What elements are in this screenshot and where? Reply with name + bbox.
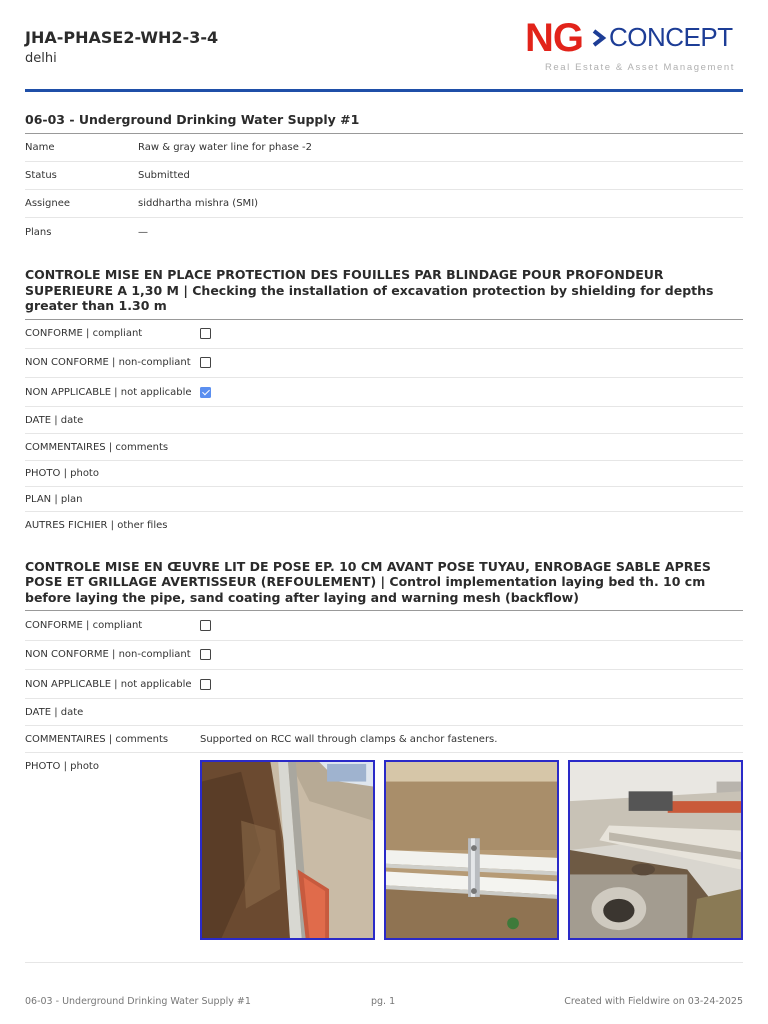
task-field-name (25, 134, 743, 162)
check-label: CONFORME | compliant (25, 328, 143, 340)
task-field-assignee (25, 190, 743, 218)
check-label: CONFORME | compliant (25, 620, 143, 632)
field-label: Assignee (25, 198, 71, 209)
field-label: Name (25, 142, 55, 153)
compliant-checkbox[interactable] (200, 620, 211, 631)
not-applicable-checkbox[interactable] (200, 387, 211, 398)
photo-gallery (200, 760, 743, 940)
project-title: JHA-PHASE2-WH2-3-4 (25, 28, 219, 47)
site-photo[interactable] (200, 760, 375, 940)
field-date (25, 407, 743, 434)
non-compliant-checkbox[interactable] (200, 649, 211, 660)
field-label: AUTRES FICHIER | other files (25, 519, 168, 531)
task-field-status (25, 162, 743, 190)
field-label: Status (25, 170, 57, 181)
page-footer (25, 996, 743, 1010)
task-title: 06-03 - Underground Drinking Water Supply #1 (25, 112, 743, 134)
check-item-compliant (25, 320, 743, 349)
field-label: DATE | date (25, 706, 84, 718)
pipes-photo-image (386, 762, 557, 938)
report-content (25, 112, 743, 940)
footer-divider (25, 962, 743, 963)
chevron-right-icon (591, 28, 607, 48)
field-comments (25, 726, 743, 753)
field-label: Plans (25, 226, 52, 238)
task-field-plans (25, 218, 743, 246)
manhole-photo-image (570, 762, 741, 938)
field-label: PHOTO | photo (25, 761, 99, 773)
field-date (25, 699, 743, 726)
site-photo[interactable] (568, 760, 743, 940)
field-value: Raw & gray water line for phase -2 (138, 142, 313, 153)
footer-created-with: Created with Fieldwire on 03-24-2025 (564, 996, 743, 1007)
field-label: COMMENTAIRES | comments (25, 733, 169, 745)
check-item-non-compliant (25, 349, 743, 378)
field-other-files (25, 512, 743, 538)
field-comments (25, 434, 743, 461)
footer-page-number: pg. 1 (371, 996, 396, 1007)
field-label: PLAN | plan (25, 493, 83, 505)
field-label: COMMENTAIRES | comments (25, 441, 169, 453)
project-location: delhi (25, 51, 57, 66)
check-item-not-applicable (25, 670, 743, 699)
not-applicable-checkbox[interactable] (200, 679, 211, 690)
check-item-not-applicable (25, 378, 743, 407)
checklist-section-title: CONTROLE MISE EN ŒUVRE LIT DE POSE EP. 10 CM AVANT POSE TUYAU, ENROBAGE SABLE APRES POSE ET GRILLAGE AVERTISSEUR (REFOULEMENT) | Control implementation laying bed th. 10 cm before laying the pipe, sand coating after laying and warning mesh (backflow) (25, 559, 743, 612)
site-photo[interactable] (384, 760, 559, 940)
field-photo (25, 461, 743, 487)
check-label: NON CONFORME | non-compliant (25, 357, 191, 369)
check-label: NON CONFORME | non-compliant (25, 649, 191, 661)
field-value: — (138, 226, 148, 238)
compliant-checkbox[interactable] (200, 328, 211, 339)
checklist-section-title: CONTROLE MISE EN PLACE PROTECTION DES FOUILLES PAR BLINDAGE POUR PROFONDEUR SUPERIEURE A 1,30 M | Checking the installation of excavation protection by shielding for depths greater than 1.30 m (25, 267, 743, 320)
report-header (25, 16, 743, 92)
logo-tagline: Real Estate & Asset Management (544, 62, 735, 73)
company-logo (525, 16, 735, 73)
check-item-compliant (25, 611, 743, 640)
field-value: siddhartha mishra (SMI) (138, 198, 259, 209)
header-divider (25, 89, 743, 92)
comment-text: Supported on RCC wall through clamps & anchor fasteners. (200, 733, 498, 745)
non-compliant-checkbox[interactable] (200, 357, 211, 368)
check-label: NON APPLICABLE | not applicable (25, 386, 192, 398)
footer-task-title: 06-03 - Underground Drinking Water Supply #1 (25, 996, 251, 1007)
logo-ng-text: NG (525, 16, 583, 60)
field-label: PHOTO | photo (25, 468, 99, 480)
field-photo (25, 753, 743, 940)
field-label: DATE | date (25, 414, 84, 426)
check-item-non-compliant (25, 641, 743, 670)
check-label: NON APPLICABLE | not applicable (25, 678, 192, 690)
logo-concept-text: CONCEPT (609, 22, 733, 52)
field-value: Submitted (138, 170, 190, 181)
trench-photo-image (202, 762, 373, 938)
field-plan (25, 487, 743, 513)
